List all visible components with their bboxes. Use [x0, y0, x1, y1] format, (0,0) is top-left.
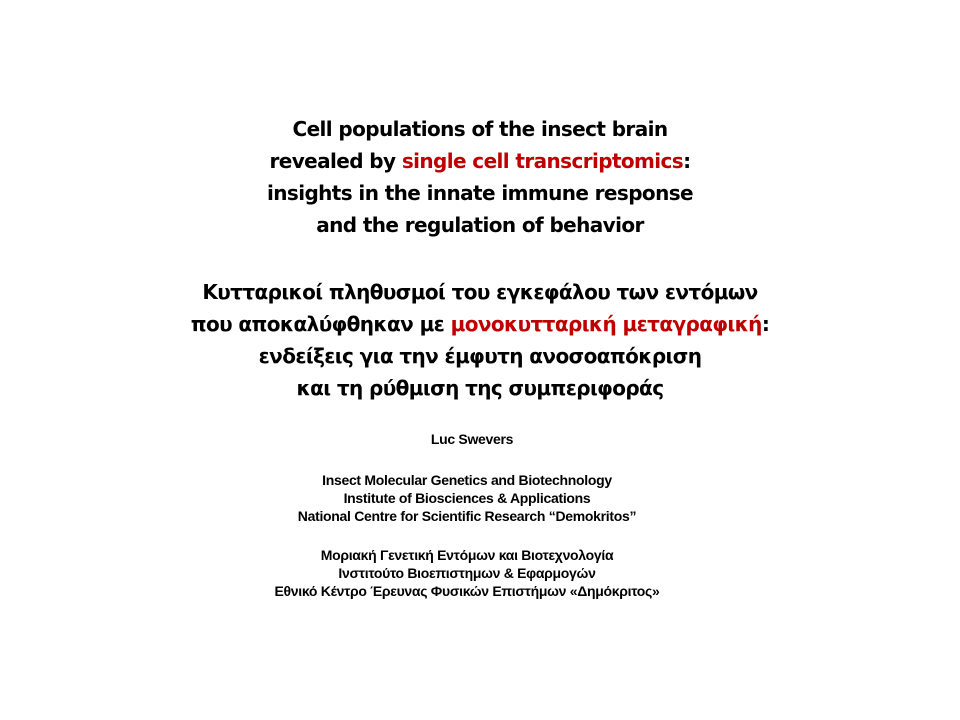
title-gr-line-3: ενδείξεις για την έμφυτη ανοσοαπόκριση — [258, 344, 702, 368]
title-gr-line-1: Κυτταρικοί πληθυσμοί του εγκεφάλου των εντόμων — [202, 280, 758, 304]
title-en-line-2 — [0, 145, 960, 177]
title-en-line-3: insights in the innate immune response — [267, 181, 693, 205]
title-greek — [0, 276, 960, 404]
title-gr-line-4: και τη ρύθμιση της συμπεριφοράς — [296, 376, 664, 400]
affiliation-en-line-2: Institute of Biosciences & Applications — [343, 490, 591, 506]
affiliation-gr-line-3: Εθνικό Κέντρο Έρευνας Φυσικών Επιστήμων «Δημόκριτος» — [274, 583, 660, 599]
title-en-line-2-suffix: : — [683, 149, 691, 173]
affiliation-gr-line-1: Μοριακή Γενετική Εντόμων και Βιοτεχνολογία — [320, 547, 614, 563]
title-gr-line-2 — [0, 308, 960, 340]
author-name: Luc Swevers — [430, 431, 514, 447]
title-gr-highlight: μονοκυτταρική μεταγραφική — [450, 312, 762, 336]
affiliation-gr-line-2: Ινστιτούτο Βιοεπιστημων & Εφαρμογών — [338, 565, 596, 581]
title-en-line-1: Cell populations of the insect brain — [292, 117, 668, 141]
affiliation-en-line-1: Insect Molecular Genetics and Biotechnology — [322, 472, 612, 488]
title-en-highlight: single cell transcriptomics — [401, 149, 684, 173]
title-gr-line-2-suffix: : — [761, 312, 770, 336]
affiliation-english — [0, 471, 934, 525]
title-english — [0, 113, 960, 241]
title-en-line-4: and the regulation of behavior — [316, 213, 644, 237]
title-gr-line-2-prefix: που αποκαλύφθηκαν με — [190, 312, 451, 336]
affiliation-en-line-3: National Centre for Scientific Research “Demokritos” — [297, 508, 637, 524]
title-en-line-2-prefix: revealed by — [269, 149, 402, 173]
affiliation-greek — [0, 546, 934, 600]
